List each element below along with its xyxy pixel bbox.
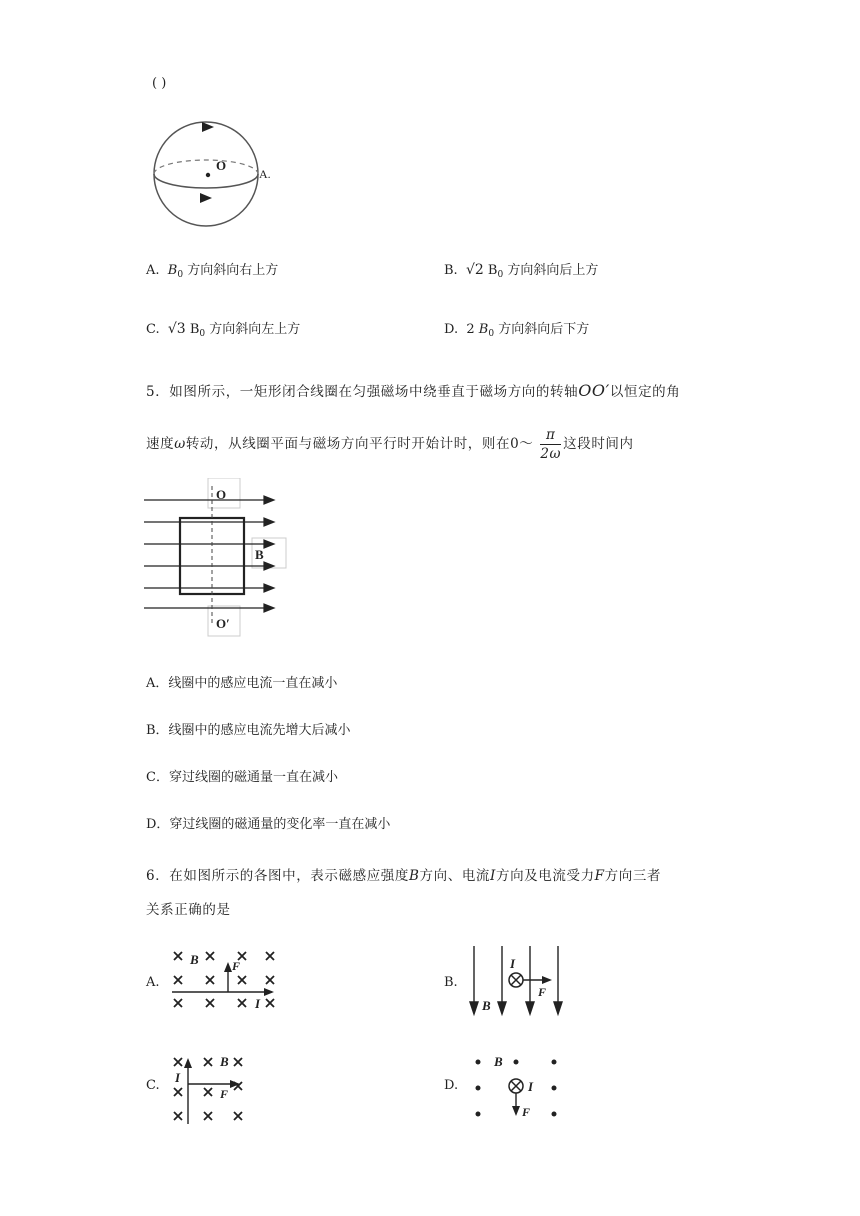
fig-label-a: A. <box>259 167 271 181</box>
q5-option-c[interactable]: C．穿过线圈的磁通量一直在减小 <box>146 770 338 785</box>
answer-bracket: ( ) <box>152 76 167 91</box>
top-arrow-icon <box>202 122 214 132</box>
svg-text:F: F <box>232 959 241 973</box>
q6-option-b-label[interactable]: B. <box>444 975 458 990</box>
q6-option-a-label[interactable]: A. <box>146 975 160 990</box>
q6-figure-b[interactable] <box>464 944 568 1018</box>
svg-text:B: B <box>482 998 491 1013</box>
force-arrow-icon <box>512 1106 520 1116</box>
cross-marks <box>174 1058 242 1120</box>
svg-text:I: I <box>510 956 516 971</box>
q6-figure-a[interactable] <box>168 946 284 1012</box>
axis-oo: OO′ <box>578 381 610 400</box>
svg-text:I: I <box>175 1070 181 1085</box>
field-label-b: B <box>255 547 264 562</box>
q5-stem-line1: 5．如图所示，一矩形闭合线圈在匀强磁场中绕垂直于磁场方向的转轴OO′以恒定的角 <box>146 381 681 400</box>
q4-option-d[interactable]: D. 2 $B_0$ 方向斜向后下方 <box>444 322 590 339</box>
svg-text:F: F <box>220 1087 229 1101</box>
svg-text:B: B <box>494 1054 503 1069</box>
svg-text:I: I <box>255 996 261 1011</box>
q6-option-d-label[interactable]: D. <box>444 1078 459 1093</box>
center-label-o: O <box>216 158 227 173</box>
q6-stem-line2: 关系正确的是 <box>146 902 231 918</box>
svg-text:B: B <box>190 952 199 967</box>
svg-text:F: F <box>538 985 547 999</box>
current-arrow-icon <box>184 1058 192 1068</box>
q5-option-a[interactable]: A．线圈中的感应电流一直在减小 <box>146 676 338 691</box>
q6-figure-d[interactable] <box>468 1050 568 1124</box>
q4-option-b[interactable]: B. √2 $B_0$ 方向斜向后上方 <box>444 262 599 280</box>
q6-stem-line1: 6．在如图所示的各图中，表示磁感应强度B方向、电流I方向及电流受力F方向三者 <box>146 868 662 884</box>
axis-label-top: O <box>216 487 227 502</box>
equator-front <box>154 174 258 188</box>
sqrt-2: √2 <box>465 262 484 278</box>
q5-stem-line2: 速度ω转动，从线圈平面与磁场方向平行时开始计时，则在0～ $\frac{\pi}{2\omega}$ 这段时间内 <box>146 427 634 462</box>
fraction-pi-over-2omega: $\frac{\pi}{2\omega}$ <box>540 427 562 462</box>
force-arrow-icon <box>542 976 552 984</box>
q5-option-b[interactable]: B．线圈中的感应电流先增大后减小 <box>146 723 351 738</box>
sphere-outline <box>154 122 258 226</box>
axis-label-bottom: O′ <box>216 616 230 631</box>
q5-option-d[interactable]: D．穿过线圈的磁通量的变化率一直在减小 <box>146 817 391 832</box>
equator-back <box>154 160 258 174</box>
svg-text:F: F <box>522 1105 531 1119</box>
q4-option-a[interactable]: A. $B_0$ 方向斜向右上方 <box>146 263 279 280</box>
current-arrow-icon <box>264 988 274 996</box>
force-arrow-icon <box>224 962 232 972</box>
coil-figure <box>140 478 300 638</box>
q6-figure-c[interactable] <box>168 1054 252 1128</box>
sphere-figure <box>150 118 280 238</box>
q4-option-c[interactable]: C. √3 $B_0$ 方向斜向左上方 <box>146 321 301 339</box>
center-dot <box>206 173 210 177</box>
sqrt-3: √3 <box>167 321 186 337</box>
bottom-arrow-icon <box>200 193 212 203</box>
svg-text:B: B <box>220 1054 229 1069</box>
svg-text:I: I <box>528 1079 534 1094</box>
q6-option-c-label[interactable]: C. <box>146 1078 160 1093</box>
